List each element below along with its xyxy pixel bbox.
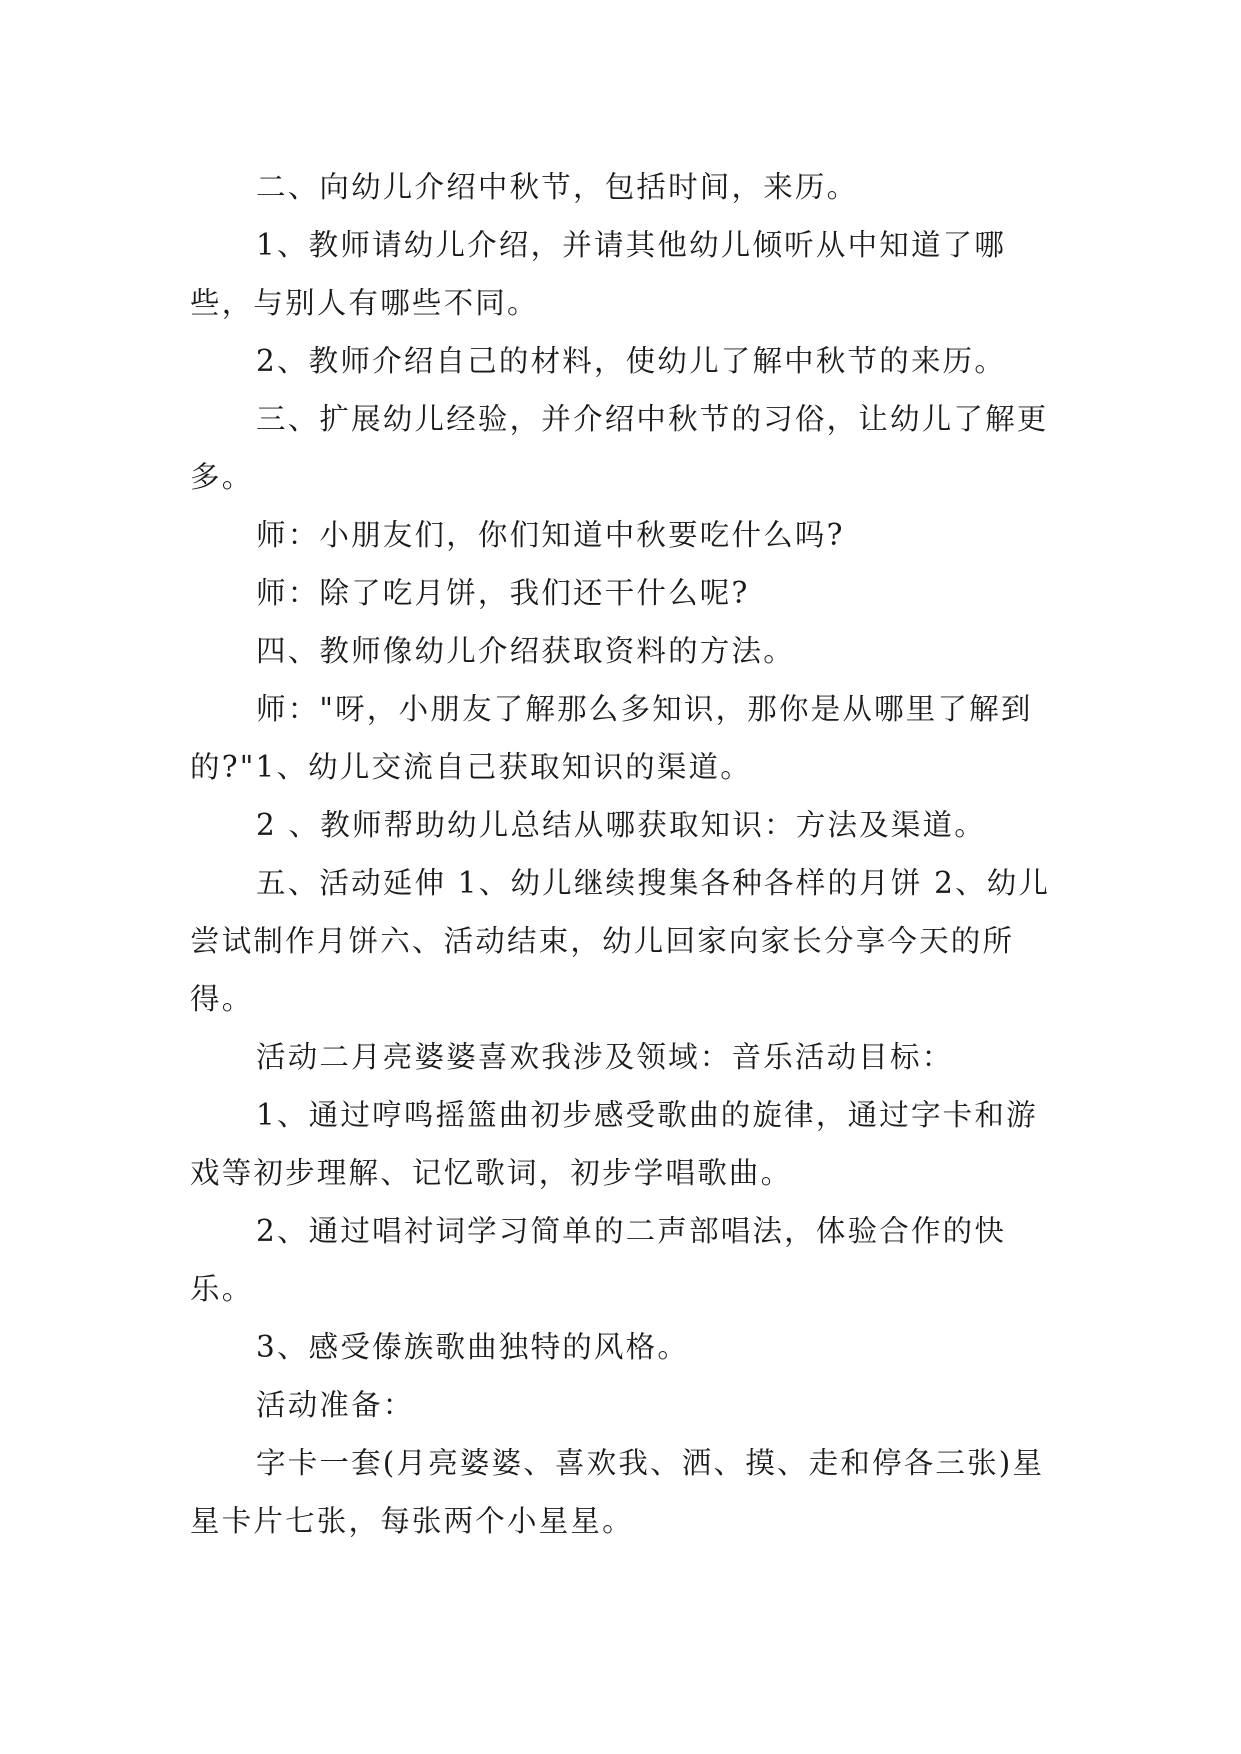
- paragraph: 2 、教师帮助幼儿总结从哪获取知识：方法及渠道。: [256, 808, 986, 842]
- paragraph: 师：小朋友们，你们知道中秋要吃什么吗?: [256, 518, 845, 552]
- document-body: [190, 158, 1060, 1550]
- paragraph: 四、教师像幼儿介绍获取资料的方法。: [256, 634, 795, 668]
- paragraph: 师：除了吃月饼，我们还干什么呢?: [256, 576, 750, 610]
- paragraph: 字卡一套(月亮婆婆、喜欢我、洒、摸、走和停各三张)星星卡片七张，每张两个小星星。: [190, 1446, 1045, 1538]
- paragraph: 活动二月亮婆婆喜欢我涉及领域：音乐活动目标：: [256, 1040, 954, 1074]
- paragraph: 1、通过哼鸣摇篮曲初步感受歌曲的旋律，通过字卡和游戏等初步理解、记忆歌词，初步学唱歌曲。: [190, 1098, 1038, 1190]
- paragraph: 二、向幼儿介绍中秋节，包括时间，来历。: [256, 170, 859, 204]
- paragraph: 五、活动延伸 1、幼儿继续搜集各种各样的月饼 2、幼儿尝试制作月饼六、活动结束，幼儿回家向家长分享今天的所得。: [190, 866, 1051, 1016]
- paragraph: 活动准备：: [256, 1388, 415, 1422]
- paragraph: 师："呀，小朋友了解那么多知识，那你是从哪里了解到的?"1、幼儿交流自己获取知识的渠道。: [190, 692, 1033, 784]
- paragraph: 2、通过唱衬词学习简单的二声部唱法，体验合作的快乐。: [190, 1214, 1007, 1306]
- paragraph: 1、教师请幼儿介绍，并请其他幼儿倾听从中知道了哪些，与别人有哪些不同。: [190, 228, 1007, 320]
- paragraph: 2、教师介绍自己的材料，使幼儿了解中秋节的来历。: [256, 344, 1007, 378]
- paragraph: 三、扩展幼儿经验，并介绍中秋节的习俗，让幼儿了解更多。: [190, 402, 1049, 494]
- paragraph: 3、感受傣族歌曲独特的风格。: [256, 1330, 690, 1364]
